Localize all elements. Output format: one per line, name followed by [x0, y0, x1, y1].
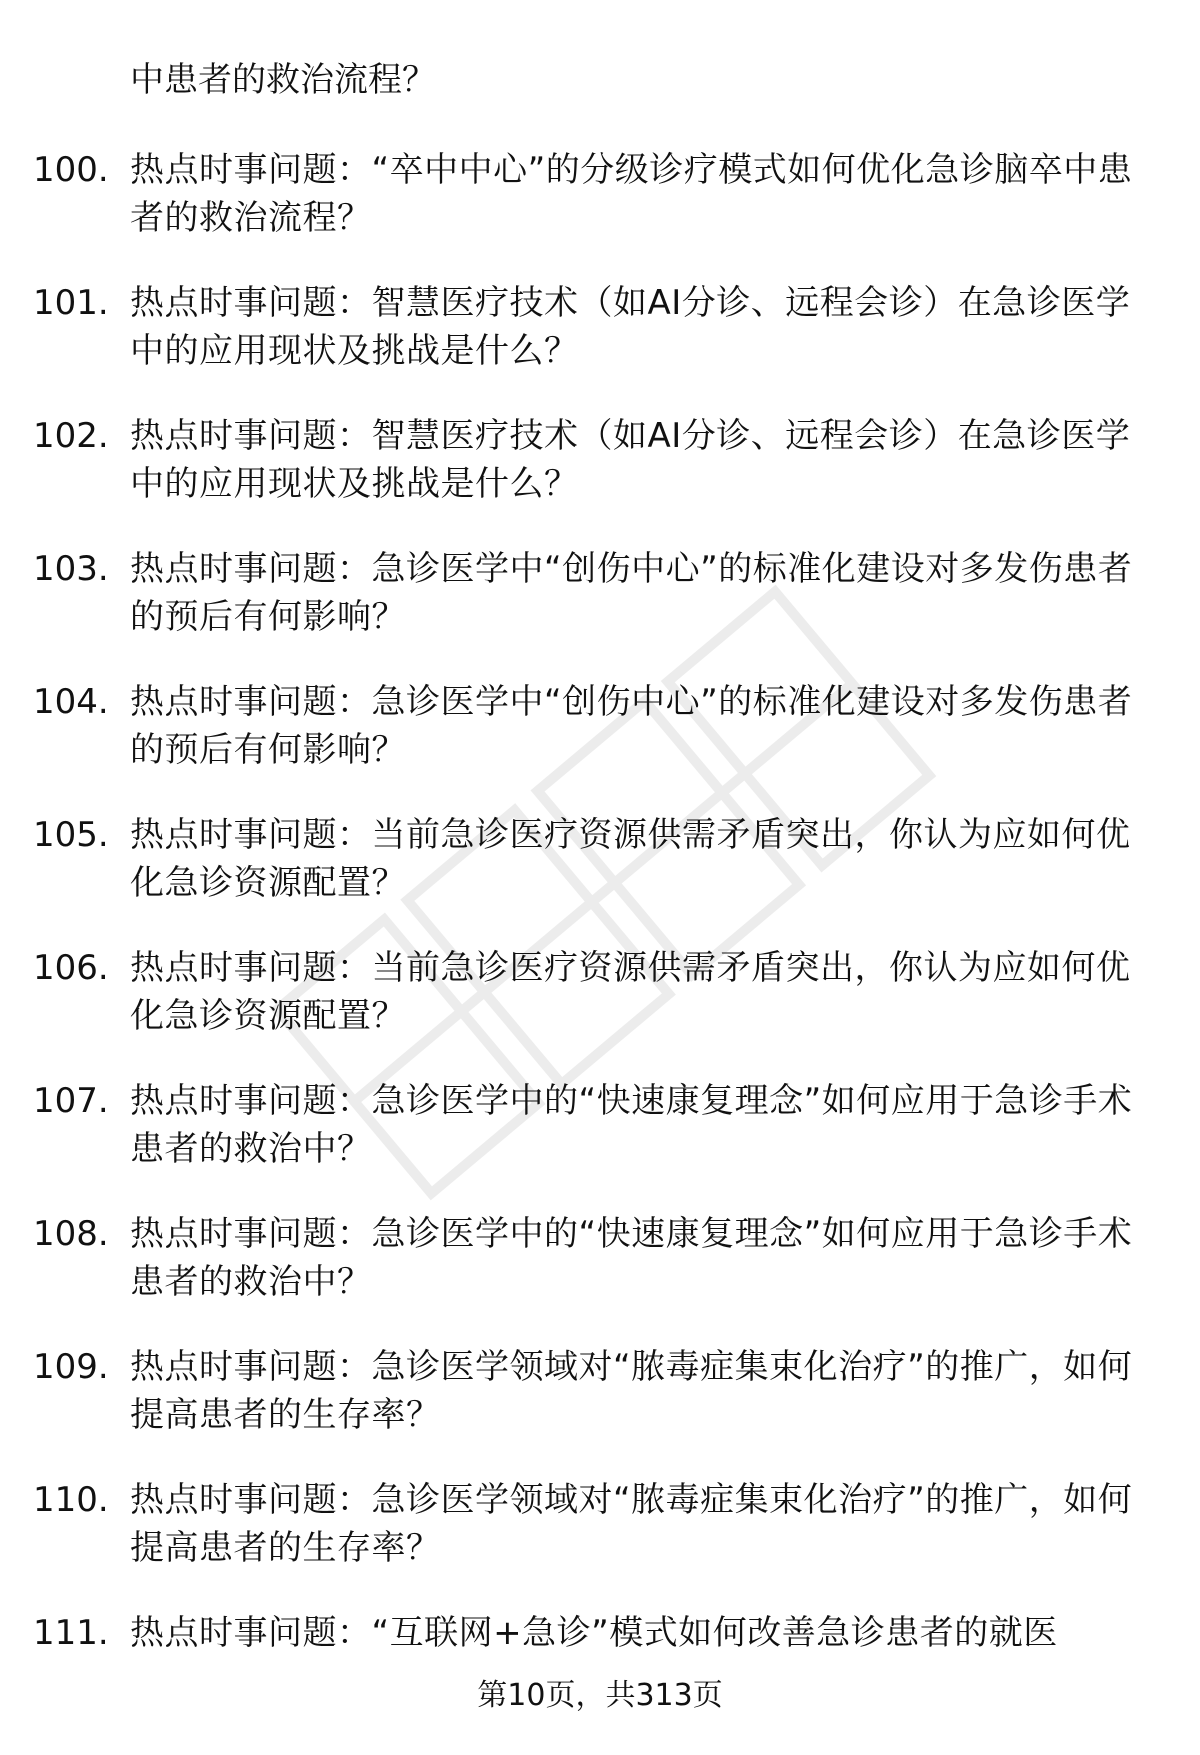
question-list [0, 146, 1200, 1742]
question-number: 108. [33, 1214, 109, 1254]
question-text: 热点时事问题：急诊医学中的“快速康复理念”如何应用于急诊手术患者的救治中？ [130, 1081, 1133, 1169]
question-item [0, 279, 1200, 412]
continued-question-text: 中患者的救治流程？ [130, 60, 436, 100]
question-text: 热点时事问题：当前急诊医疗资源供需矛盾突出，你认为应如何优化急诊资源配置？ [130, 948, 1131, 1036]
question-number: 105. [33, 815, 109, 855]
question-number: 106. [33, 948, 109, 988]
question-text: 热点时事问题：智慧医疗技术（如AI分诊、远程会诊）在急诊医学中的应用现状及挑战是什么？ [130, 416, 1131, 504]
question-number: 107. [33, 1081, 109, 1121]
question-text: 热点时事问题：急诊医学领域对“脓毒症集束化治疗”的推广，如何提高患者的生存率？ [130, 1347, 1133, 1435]
question-item [0, 146, 1200, 279]
question-number: 102. [33, 416, 109, 456]
question-text: 热点时事问题：急诊医学中的“快速康复理念”如何应用于急诊手术患者的救治中？ [130, 1214, 1133, 1302]
question-text: 热点时事问题：“卒中中心”的分级诊疗模式如何优化急诊脑卒中患者的救治流程？ [130, 150, 1133, 238]
question-item [0, 1476, 1200, 1609]
page-footer: 第10页，共313页 [477, 1678, 723, 1713]
question-number: 100. [33, 150, 109, 190]
question-item [0, 545, 1200, 678]
question-number: 110. [33, 1480, 109, 1520]
question-number: 109. [33, 1347, 109, 1387]
question-text: 热点时事问题：智慧医疗技术（如AI分诊、远程会诊）在急诊医学中的应用现状及挑战是什么？ [130, 283, 1131, 371]
question-item [0, 1077, 1200, 1210]
question-item [0, 944, 1200, 1077]
question-number: 101. [33, 283, 109, 323]
question-item [0, 1210, 1200, 1343]
question-text: 热点时事问题：急诊医学中“创伤中心”的标准化建设对多发伤患者的预后有何影响？ [130, 549, 1133, 637]
question-item [0, 811, 1200, 944]
question-number: 111. [33, 1613, 109, 1653]
question-text: 热点时事问题：急诊医学领域对“脓毒症集束化治疗”的推广，如何提高患者的生存率？ [130, 1480, 1133, 1568]
question-text: 热点时事问题：当前急诊医疗资源供需矛盾突出，你认为应如何优化急诊资源配置？ [130, 815, 1131, 903]
question-item [0, 1343, 1200, 1476]
question-item [0, 412, 1200, 545]
question-text: 热点时事问题：“互联网+急诊”模式如何改善急诊患者的就医 [130, 1613, 1058, 1653]
question-number: 103. [33, 549, 109, 589]
question-text: 热点时事问题：急诊医学中“创伤中心”的标准化建设对多发伤患者的预后有何影响？ [130, 682, 1133, 770]
question-number: 104. [33, 682, 109, 722]
question-item [0, 678, 1200, 811]
